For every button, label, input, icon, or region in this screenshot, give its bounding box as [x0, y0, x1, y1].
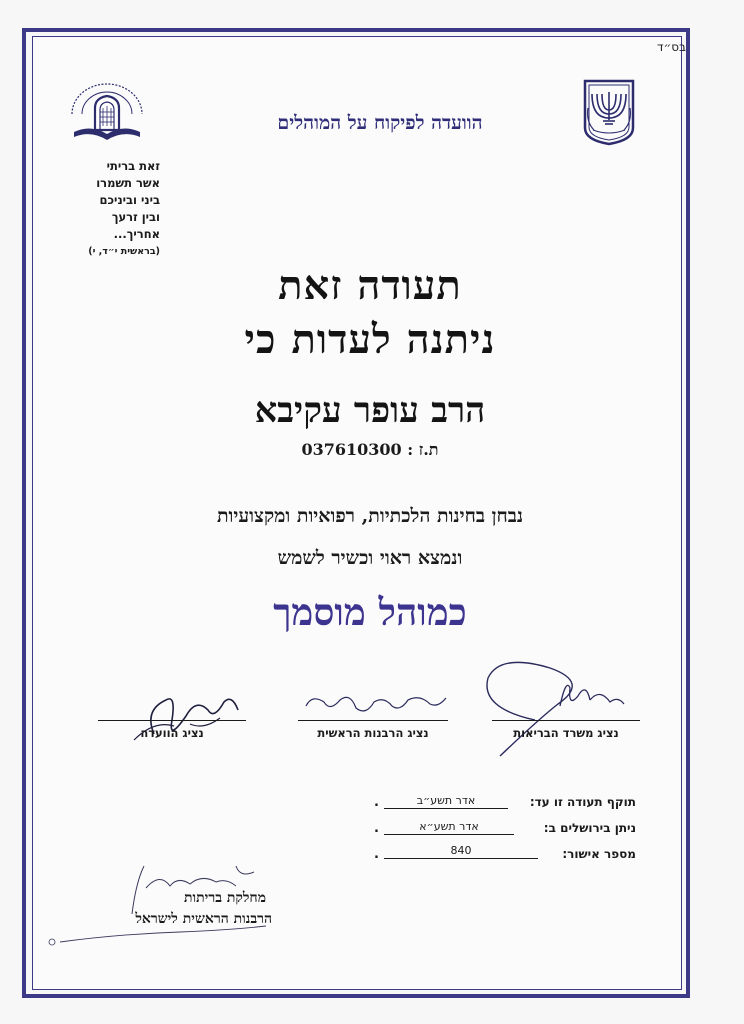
end-mark: . [374, 847, 379, 862]
body-line-2: ונמצא ראוי וכשיר לשמש [277, 547, 463, 569]
recipient-name: הרב עופר עקיבא [254, 390, 486, 431]
rabbinate-signature-label: נציג הרבנות הראשית [317, 726, 429, 740]
verse-line: אשר תשמרו [96, 176, 160, 190]
health-signature-line [492, 720, 640, 721]
issued-label: ניתן בירושלים ב: [543, 821, 636, 835]
heading-line-2: ניתנה לעדות כי [244, 316, 496, 363]
heading-line-1: תעודה זאת [278, 262, 462, 309]
health-signature-icon [440, 648, 630, 758]
verse-line: ובין זרעך [111, 210, 160, 224]
rabbinate-signature-icon [300, 686, 450, 720]
valid-until-label: תוקף תעודה זו עד: [529, 795, 636, 809]
verse-line: אחריך... [113, 227, 160, 241]
bsd-mark: בס״ד [656, 40, 686, 54]
committee-title: הוועדה לפיקוח על המוהלים [277, 112, 483, 134]
verse-block [60, 158, 160, 260]
id-number: 037610300 [301, 440, 402, 459]
verse-source: (בראשית י״ד, י) [88, 246, 160, 257]
verse-line: ביני וביניכם [99, 193, 160, 207]
committee-signature-line [98, 720, 246, 721]
rabbinate-emblem-icon [66, 80, 148, 146]
health-signature-label: נציג משרד הבריאות [513, 726, 619, 740]
department-line-1: מחלקת בריתות [184, 890, 266, 906]
end-mark: . [374, 795, 379, 810]
rabbinate-signature-line [298, 720, 448, 721]
valid-until-value: אדר תשע״ב [384, 794, 508, 809]
body-line-1: נבחן בחינות הלכתיות, רפואיות ומקצועיות [216, 505, 524, 527]
department-line-2: הרבנות הראשית לישראל [135, 911, 272, 927]
menorah-emblem-icon [582, 78, 636, 146]
approval-label: מספר אישור: [562, 847, 636, 861]
end-mark: . [374, 821, 379, 836]
certification-title: כמוהל מוסמך [273, 590, 467, 634]
committee-signature-label: נציג הוועדה [140, 726, 204, 740]
issued-value: אדר תשע״א [384, 820, 514, 835]
id-label: ת.ז : [407, 440, 439, 459]
approval-value: 840 [384, 844, 538, 859]
verse-line: זאת בריתי [106, 159, 160, 173]
id-line [120, 440, 620, 460]
